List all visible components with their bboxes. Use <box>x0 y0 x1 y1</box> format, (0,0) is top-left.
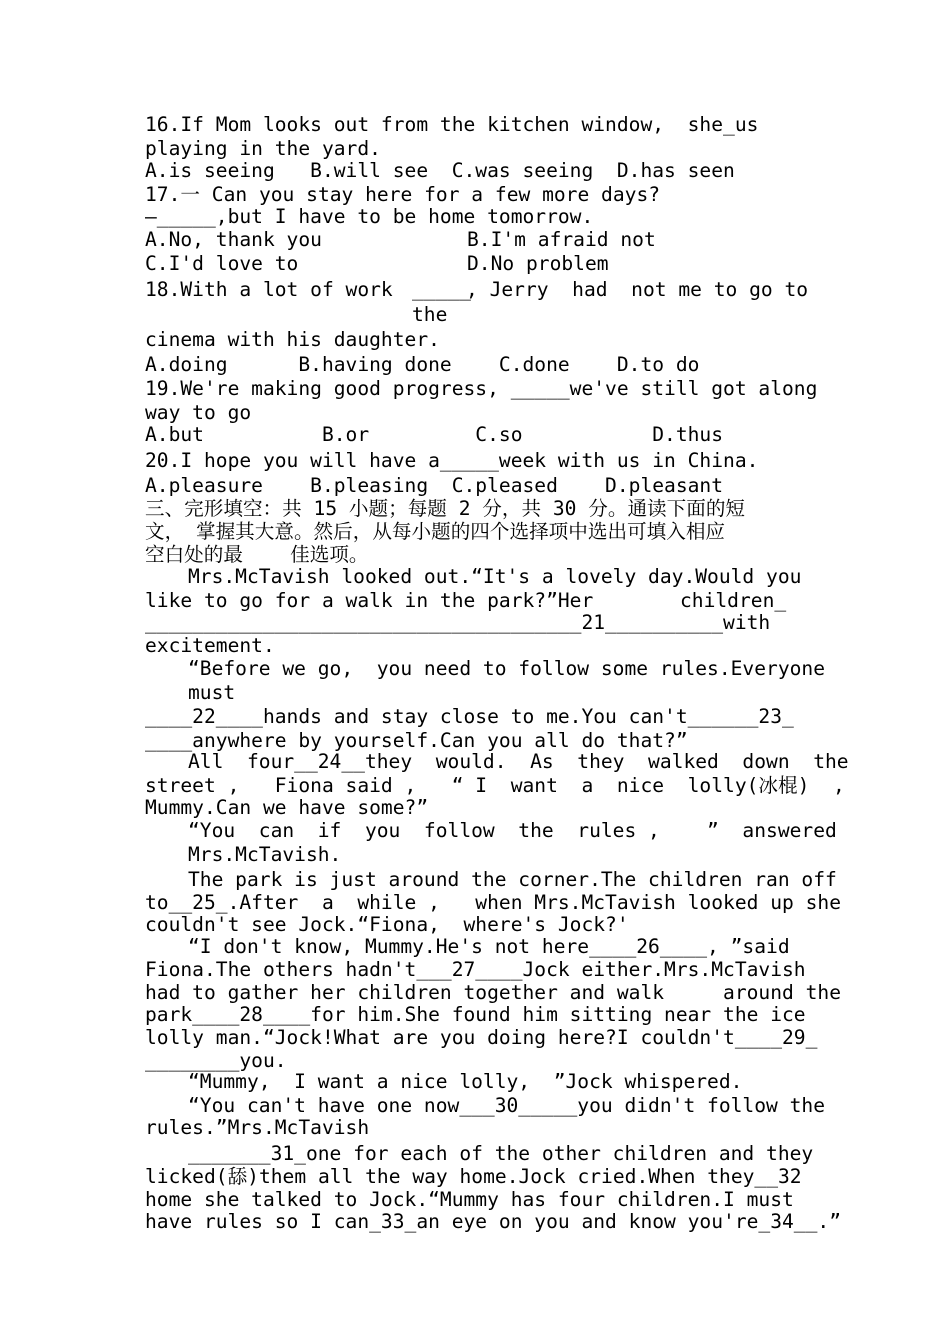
passage-line: “Before we go, you need to follow some rules.Everyone <box>188 657 826 680</box>
q17-option-b: B.I'm afraid not <box>467 228 656 251</box>
section3-instructions-line2: 文， 掌握其大意。然后，从每小题的四个选择项中选出可填入相应 <box>145 520 726 543</box>
q19-stem-line2: way to go <box>145 401 252 424</box>
passage-line: Fiona.The others hadn't___27____Jock either.Mrs.McTavish <box>145 958 806 981</box>
passage-line: “I don't know, Mummy.He's not here____26____, ”said <box>188 935 790 958</box>
q17-stem-line2 <box>145 206 593 228</box>
passage-line: must <box>188 681 236 704</box>
q16-stem-line1: 16.If Mom looks out from the kitchen window, she_us <box>145 113 759 136</box>
q17-blank: _____ <box>156 205 216 228</box>
passage-line: like to go for a walk in the park?”Her <box>145 589 594 612</box>
passage-line: park____28____for him.She found him sitting near the ice <box>145 1003 806 1026</box>
passage-line: to__25_.After a while , when Mrs.McTavish looked up she <box>145 891 841 914</box>
q17-option-d: D.No problem <box>467 252 609 275</box>
q19-options: A.but B.or C.so D.thus <box>145 423 724 446</box>
q16-options: A.is seeing B.will see C.was seeing D.has seen <box>145 159 735 182</box>
q16-stem-line2: playing in the yard. <box>145 137 381 160</box>
q20-stem: 20.I hope you will have a_____week with us in China. <box>145 449 759 472</box>
passage-line: The park is just around the corner.The children ran off <box>188 868 837 891</box>
passage-line: ____22____hands and stay close to me.You can't______23_ <box>145 705 794 728</box>
q18-stem-part-a: 18.With a lot of work <box>145 278 393 301</box>
passage-line: _______31_one for each of the other children and they <box>188 1142 814 1165</box>
passage-line: excitement. <box>145 634 275 657</box>
passage-line: ____anywhere by yourself.Can you all do that?” <box>145 729 688 752</box>
passage-line: ________you. <box>145 1049 287 1072</box>
q18-stem-line2: cinema with his daughter. <box>145 328 440 351</box>
passage-line: have rules so I can_33_an eye on you and know you're_34__.” <box>145 1210 841 1233</box>
passage-line: Mummy.Can we have some?” <box>145 796 429 819</box>
passage-line: children_ <box>680 589 787 612</box>
q17-dash: — <box>145 205 157 228</box>
section3-instructions-line3: 空白处的最 佳选项。 <box>145 543 369 566</box>
q17-stem-line1: 17.一 Can you stay here for a few more days? <box>145 183 661 206</box>
section3-instructions-line1: 三、完形填空：共 15 小题；每题 2 分，共 30 分。通读下面的短 <box>145 497 746 520</box>
passage-line: All four__24__they would. As they walked down the <box>188 750 849 773</box>
q18-stem-part-c: the <box>412 303 448 326</box>
q17-option-c: C.I'd love to <box>145 252 299 275</box>
passage-line: Mrs.McTavish looked out.“It's a lovely day.Would you <box>188 565 802 588</box>
q17-option-a: A.No, thank you <box>145 228 322 251</box>
q20-options: A.pleasure B.pleasing C.pleased D.pleasant <box>145 474 724 497</box>
passage-line: _____________________________________21__________with <box>145 611 771 634</box>
passage-line: lolly man.“Jock!What are you doing here?I couldn't____29_ <box>145 1026 818 1049</box>
q18-options: A.doing B.having done C.done D.to do <box>145 353 700 376</box>
passage-line: rules.”Mrs.McTavish <box>145 1116 370 1139</box>
passage-line: home she talked to Jock.“Mummy has four children.I must <box>145 1188 794 1211</box>
passage-line: had to gather her children together and walk around the <box>145 981 841 1004</box>
q19-stem-line1: 19.We're making good progress, _____we've still got along <box>145 377 818 400</box>
passage-line: “You can if you follow the rules , ” answered <box>188 819 837 842</box>
passage-line: street , Fiona said , “ I want a nice lolly(冰棍) , <box>145 774 845 797</box>
q17-stem-rest: ,but I have to be home tomorrow. <box>215 205 594 228</box>
q18-stem-part-b: , Jerry had not me to go to <box>466 278 809 301</box>
passage-line: “Mummy, I want a nice lolly, ”Jock whispered. <box>188 1070 743 1093</box>
passage-line: licked(舔)them all the way home.Jock cried.When they__32 <box>145 1165 802 1188</box>
passage-line: couldn't see Jock.“Fiona, where's Jock?' <box>145 913 629 936</box>
passage-line: “You can't have one now___30_____you didn't follow the <box>188 1094 826 1117</box>
q18-blank: _____ <box>412 278 471 301</box>
passage-line: Mrs.McTavish. <box>188 843 342 866</box>
